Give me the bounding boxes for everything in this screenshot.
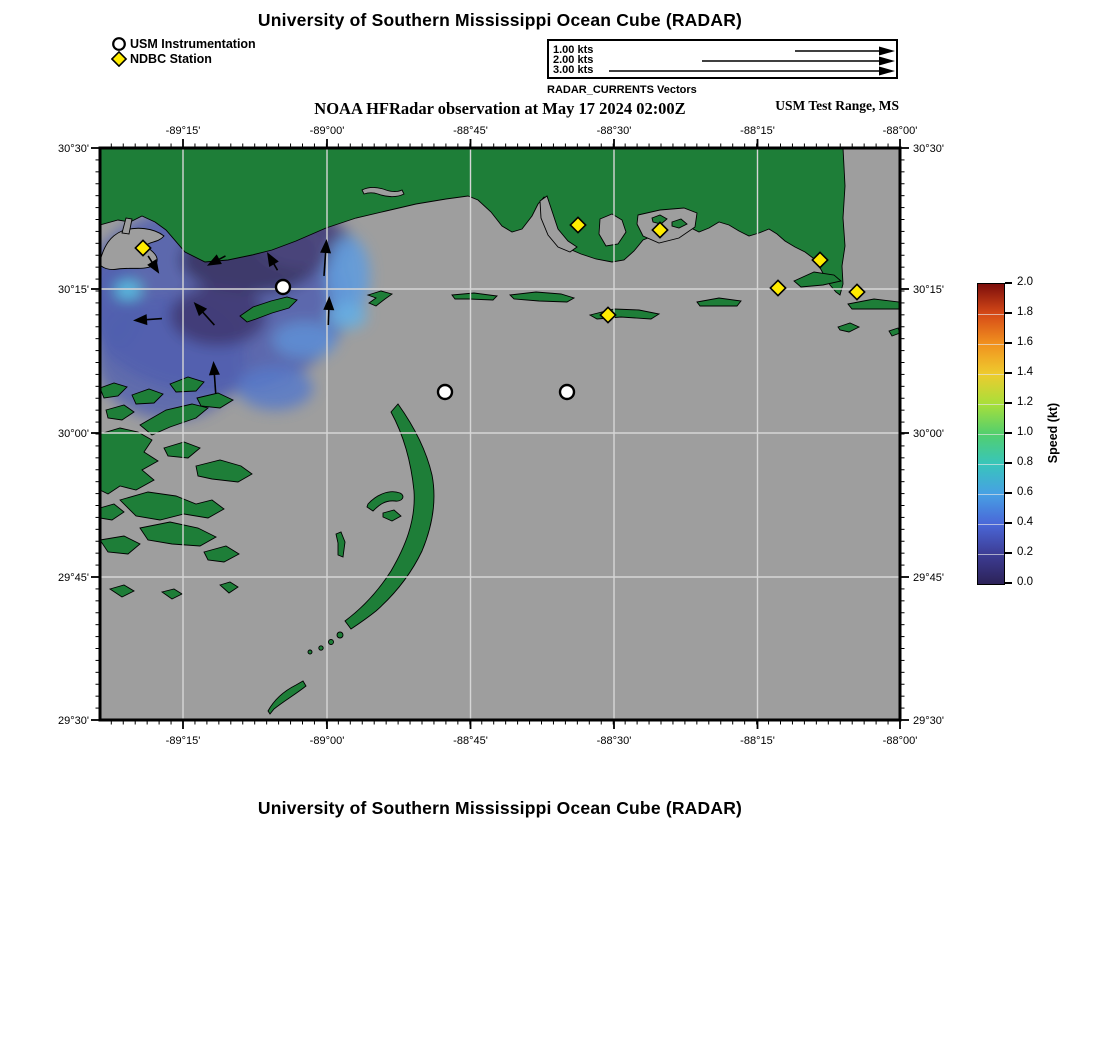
- x-tick-label: -88°00': [882, 735, 918, 747]
- colorbar-title: Speed (kt): [1046, 402, 1060, 464]
- y-tick-label: 30°30': [913, 143, 944, 155]
- y-tick-label: 30°00': [913, 428, 944, 440]
- colorbar-tick: [1005, 522, 1012, 524]
- x-tick-label: -89°00': [309, 735, 345, 747]
- colorbar-tick-label: 0.6: [1017, 486, 1033, 498]
- usm-instrumentation-icon: [111, 36, 128, 52]
- subtitle: NOAA HFRadar observation at May 17 2024 02:00Z: [314, 99, 686, 118]
- bottom-title: University of Southern Mississippi Ocean Cube (RADAR): [257, 798, 743, 818]
- legend-usm-label: USM Instrumentation: [130, 36, 256, 51]
- colorbar-tick: [1005, 312, 1012, 314]
- colorbar-gradient: [978, 284, 1004, 584]
- colorbar-gridline: [978, 434, 1004, 435]
- x-tick-label: -88°30': [596, 125, 632, 137]
- x-tick-label: -88°45': [453, 125, 488, 137]
- colorbar-tick: [1005, 372, 1012, 374]
- colorbar-tick-label: 0.2: [1017, 546, 1033, 558]
- usm-instrument-marker: [276, 280, 290, 294]
- legend-row-usm: [111, 36, 256, 51]
- map-legend: [111, 36, 256, 66]
- y-tick-label: 29°30': [913, 715, 944, 727]
- colorbar-tick: [1005, 432, 1012, 434]
- colorbar-tick-label: 2.0: [1017, 276, 1033, 288]
- y-tick-label: 29°45': [913, 572, 944, 584]
- colorbar-gridline: [978, 374, 1004, 375]
- range-label: USM Test Range, MS: [775, 98, 899, 113]
- colorbar-tick: [1005, 552, 1012, 554]
- vector-scale-entry-3: 3.00 kts: [553, 64, 594, 76]
- colorbar-gridline: [978, 494, 1004, 495]
- legend-ndbc-label: NDBC Station: [130, 51, 212, 66]
- colorbar-gridline: [978, 404, 1004, 405]
- colorbar-tick-label: 1.4: [1017, 366, 1033, 378]
- y-tick-label: 30°00': [58, 428, 89, 440]
- y-tick-label: 30°15': [58, 284, 89, 296]
- colorbar-tick-label: 0.4: [1017, 516, 1033, 528]
- y-tick-label: 29°45': [58, 572, 89, 584]
- y-tick-label: 30°30': [58, 143, 89, 155]
- x-tick-label: -89°15': [165, 735, 201, 747]
- x-tick-label: -89°15': [165, 125, 201, 137]
- usm-instrument-marker: [560, 385, 574, 399]
- colorbar-tick: [1005, 582, 1012, 584]
- vector-scale-entry-1: 1.00 kts: [553, 44, 594, 56]
- y-tick-label: 29°30': [58, 715, 89, 727]
- usm-instrument-marker: [438, 385, 452, 399]
- page-title: University of Southern Mississippi Ocean Cube (RADAR): [257, 10, 743, 30]
- colorbar-tick-label: 0.0: [1017, 576, 1033, 588]
- x-tick-label: -88°30': [596, 735, 632, 747]
- vector-scale-arrows: [549, 41, 896, 77]
- colorbar-tick: [1005, 462, 1012, 464]
- colorbar-tick: [1005, 342, 1012, 344]
- x-tick-label: -89°00': [309, 125, 345, 137]
- colorbar-tick: [1005, 492, 1012, 494]
- x-tick-label: -88°45': [453, 735, 488, 747]
- colorbar-gridline: [978, 524, 1004, 525]
- colorbar: [977, 283, 1005, 585]
- vector-scale-entry-2: 2.00 kts: [553, 54, 594, 66]
- colorbar-tick-label: 1.6: [1017, 336, 1033, 348]
- vector-scale-caption: RADAR_CURRENTS Vectors: [547, 84, 697, 96]
- colorbar-tick-label: 1.8: [1017, 306, 1033, 318]
- x-tick-label: -88°15': [740, 125, 775, 137]
- map-area: [80, 148, 900, 720]
- colorbar-tick-label: 0.8: [1017, 456, 1033, 468]
- y-tick-label: 30°15': [913, 284, 944, 296]
- colorbar-gridline: [978, 344, 1004, 345]
- x-tick-label: -88°15': [740, 735, 775, 747]
- colorbar-gridline: [978, 554, 1004, 555]
- colorbar-gridline: [978, 314, 1004, 315]
- legend-row-ndbc: [111, 51, 256, 66]
- colorbar-tick-label: 1.2: [1017, 396, 1033, 408]
- colorbar-tick: [1005, 402, 1012, 404]
- vector-scale-box: [547, 39, 898, 79]
- map-plot: [57, 104, 957, 764]
- x-tick-label: -88°00': [882, 125, 918, 137]
- colorbar-gridline: [978, 464, 1004, 465]
- colorbar-tick-label: 1.0: [1017, 426, 1033, 438]
- colorbar-tick: [1005, 282, 1012, 284]
- ndbc-station-icon: [111, 51, 128, 67]
